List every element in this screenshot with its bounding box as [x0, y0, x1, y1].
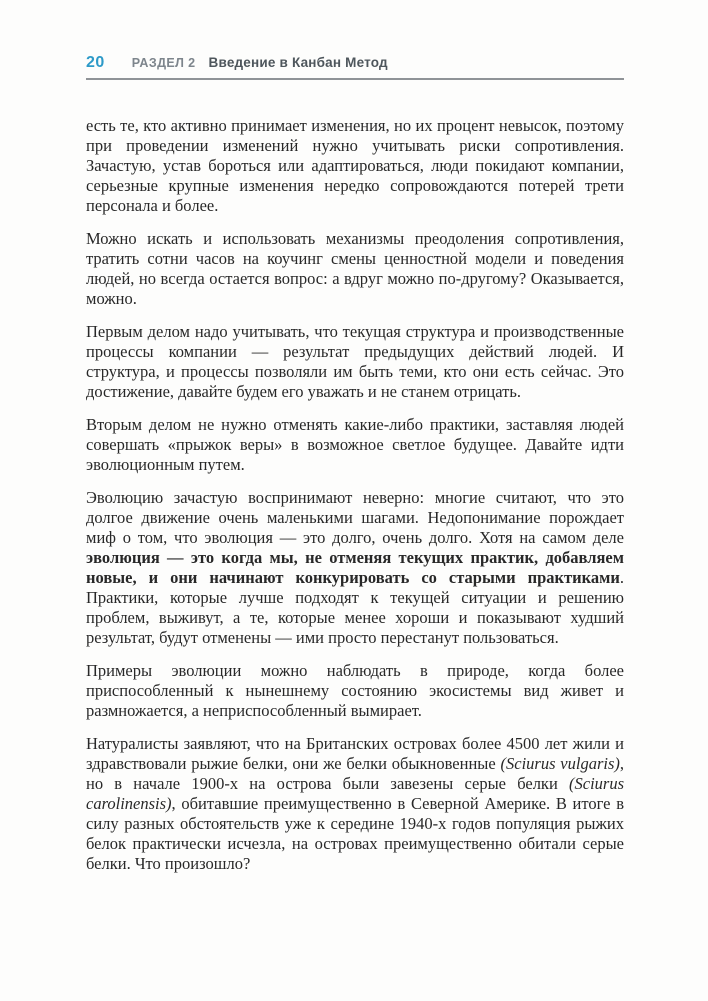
text-segment: есть те, кто активно принимает изменения, но их процент невысок, поэтому при проведении изменений нужно учитывать риски сопротивления. Зачастую, устав бороться или адаптироваться, люди покидают компании, серьезные крупные изменения нередко сопровождаются потерей трети персонала и более. [86, 116, 624, 215]
page-number: 20 [86, 54, 105, 71]
header-rule [86, 78, 624, 80]
text-segment: (Sciurus carolinensis) [86, 774, 624, 813]
paragraph [86, 488, 624, 648]
paragraph [86, 116, 624, 216]
running-head [86, 54, 624, 72]
paragraph [86, 415, 624, 475]
paragraph [86, 661, 624, 721]
paragraph [86, 229, 624, 309]
text-segment: Можно искать и использовать механизмы преодоления сопротивления, тратить сотни часов на коучинг смены ценностной модели и поведения людей, но всегда остается вопрос: а вдруг можно по-другому? Оказывается, можно. [86, 229, 624, 308]
text-segment: Натуралисты заявляют, что на Британских островах более 4500 лет жили и здравствовали рыжие белки, они же белки обыкновенные [86, 734, 624, 773]
page-content [86, 116, 624, 874]
text-segment: , но в начале 1900-х на острова были завезены серые белки [86, 754, 624, 793]
text-segment: (Sciurus vulgaris) [500, 754, 620, 773]
section-title: Введение в Канбан Метод [208, 55, 388, 70]
text-segment: Первым делом надо учитывать, что текущая структура и производственные процессы компании — результат предыдущих действий людей. И структура, и процессы позволяли им быть теми, кто они есть сейчас. Это достижение, давайте будем его уважать и не станем отрицать. [86, 322, 624, 401]
text-segment: . Практики, которые лучше подходят к текущей ситуации и решению проблем, выживут, а те, которые менее хороши и показывают худший результат, будут отменены — ими просто перестанут пользоваться. [86, 568, 624, 647]
paragraph [86, 734, 624, 874]
text-segment: Эволюцию зачастую воспринимают неверно: многие считают, что это долгое движение очень маленькими шагами. Недопонимание порождает миф о том, что эволюция — это долго, очень долго. Хотя на самом деле [86, 488, 624, 547]
text-segment: , обитавшие преимущественно в Северной Америке. В итоге в силу разных обстоятельств уже к середине 1940-х годов популяция рыжих белок практически исчезла, на островах преимущественно обитали серые белки. Что произошло? [86, 794, 624, 873]
text-segment: эволюция — это когда мы, не отменяя текущих практик, добавляем новые, и они начинают конкурировать со старыми практиками [86, 548, 624, 587]
paragraph [86, 322, 624, 402]
section-label: РАЗДЕЛ 2 [131, 56, 196, 70]
text-segment: Примеры эволюции можно наблюдать в природе, когда более приспособленный к нынешнему состоянию экосистемы вид живет и размножается, а неприспособленный вымирает. [86, 661, 624, 720]
page-header [86, 54, 624, 80]
text-segment: Вторым делом не нужно отменять какие-либо практики, заставляя людей совершать «прыжок веры» в возможное светлое будущее. Давайте идти эволюционным путем. [86, 415, 624, 474]
